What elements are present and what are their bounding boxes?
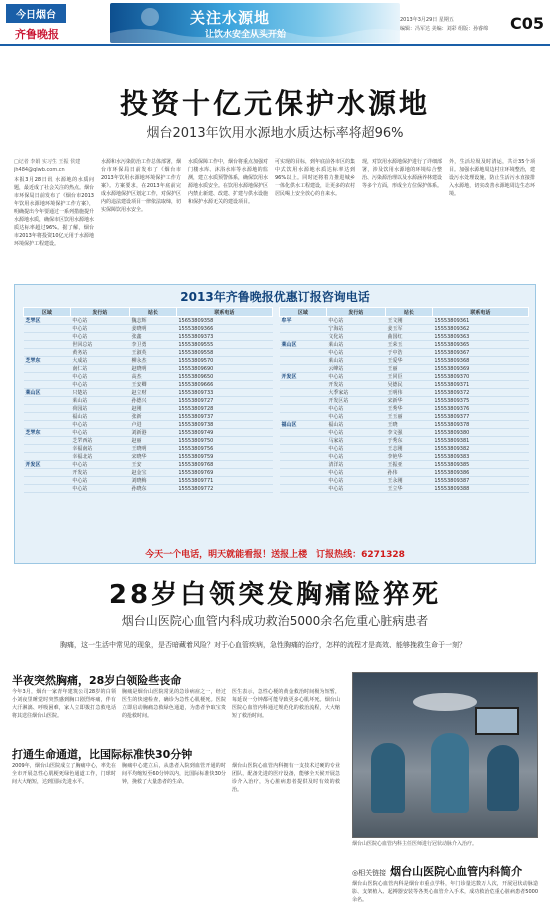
table-row [280, 325, 529, 333]
table-cell: 中心站 [326, 485, 385, 493]
related-tag: ◎相关链接 [352, 869, 387, 877]
table-cell: 赵金宝 [130, 469, 177, 477]
column-header: 发行站 [326, 308, 385, 317]
page-header [0, 0, 550, 46]
column-header: 发行站 [70, 308, 129, 317]
table-cell: 中心站 [70, 461, 129, 469]
doctor-figure [371, 743, 405, 813]
table-cell: 15553809376 [432, 405, 528, 413]
table-cell: 开发站 [326, 381, 385, 389]
table-cell: 中心站 [70, 421, 129, 429]
table-cell: 文化站 [326, 333, 385, 341]
table-row [24, 405, 273, 413]
table-cell: 牟平 [280, 317, 327, 325]
table-row [280, 413, 529, 421]
table-cell: 15553809728 [176, 405, 272, 413]
table-cell: 15653809358 [176, 317, 272, 325]
table-cell: 15553809363 [432, 333, 528, 341]
table-cell [24, 413, 71, 421]
article1-column-4: 可实现的目标，到年底前各市区的集中式饮用水源地水质达标率达到96%以上。同时还将着力推进城乡一体化供水工程建设，让更多的农村居民喝上安全放心的自来水。 [275, 159, 355, 197]
topic-title: 关注水源地 [190, 9, 271, 27]
table-cell: 15553809769 [176, 469, 272, 477]
table-cell: 于中浩 [386, 349, 433, 357]
table-cell: 刘晓梅 [130, 477, 177, 485]
article2-subheadline: 烟台山医院心血管内科成功救治5000余名危重心脏病患者 [121, 614, 429, 628]
table-cell: 福山区 [280, 421, 327, 429]
table-cell: 中心站 [70, 333, 129, 341]
table-cell: 15553809381 [432, 437, 528, 445]
hotline-footer: 今天一个电话，明天就能看报！送报上楼 订报热线：6271328 [145, 550, 405, 560]
table-cell [280, 445, 327, 453]
article1-email: jh484@qlwb.com.cn [14, 167, 65, 173]
table-cell: 15553809727 [176, 397, 272, 405]
article1-column-2: 水源和水污染防治工作总体部署，烟台市环保局日前发布了《烟台市2013年饮用水源地环境保护工作方案》。方案要求，在2013年底前完成水源地保护区划定工作，对保护区内的违法建设项目一律依法取缔，切实保障饮用水安全。 [101, 159, 181, 213]
table-cell [24, 445, 71, 453]
table-cell: 南仁站 [70, 365, 129, 373]
table-row [24, 477, 273, 485]
table-cell: 卢进 [130, 421, 177, 429]
table-cell: 只楚站 [70, 389, 129, 397]
table-cell: 15553809750 [176, 437, 272, 445]
article1-column-1: 本报3月28日讯 水源地的水质问题，最近成了社会关注的热点。烟台市环保局日前发布了《烟台市2013年饮用水源地环境保护工作方案》，明确提出今年要通过一系列措施提升水源地水质，确保市区饮用水源地水质达标率超过96%。据了解，烟台市2013年将投资10亿元用于水源地环境保护工程建设。 [14, 177, 94, 247]
table-cell: 王立华 [386, 485, 433, 493]
table-cell: 中心站 [70, 429, 129, 437]
table-row [280, 397, 529, 405]
surgical-lamp-icon [413, 693, 477, 711]
table-cell: 王同臣 [386, 373, 433, 381]
table-cell: 宋新华 [386, 397, 433, 405]
monitor-icon [475, 707, 519, 735]
subscription-hotline-box [14, 284, 536, 564]
table-row [24, 365, 273, 373]
table-row [280, 365, 529, 373]
table-row [280, 437, 529, 445]
table-row [24, 373, 273, 381]
table-cell [280, 429, 327, 437]
table-cell: 15553809369 [432, 365, 528, 373]
table-row [24, 453, 273, 461]
table-cell: 15553809771 [176, 477, 272, 485]
table-row [24, 397, 273, 405]
table-cell: 中心站 [70, 485, 129, 493]
table-cell: 中心站 [70, 317, 129, 325]
table-cell: 马家站 [326, 437, 385, 445]
table-cell: 15553809387 [432, 477, 528, 485]
table-cell: 于秀东 [386, 437, 433, 445]
surgery-photo [352, 672, 538, 838]
table-row [280, 461, 529, 469]
article1-byline: □记者 李娟 实习生 王振 侯建 [14, 159, 81, 165]
topic-banner [110, 3, 400, 43]
table-cell [280, 453, 327, 461]
table-cell [280, 349, 327, 357]
table-cell: 世回总站 [70, 341, 129, 349]
table-cell [24, 373, 71, 381]
table-row [24, 429, 273, 437]
table-cell [280, 413, 327, 421]
table-cell: 中心站 [326, 413, 385, 421]
table-row [24, 413, 273, 421]
table-row [280, 453, 529, 461]
table-cell: 15553809690 [176, 365, 272, 373]
article2-column-e: 胸痛中心建立后，从患者入院到血管开通的时间平均缩短至60分钟以内，比国际标准快30分钟，挽救了大量患者的生命。 [122, 763, 226, 785]
column-header: 区域 [280, 308, 327, 317]
table-cell: 吴德民 [386, 381, 433, 389]
table-cell: 15553809666 [176, 381, 272, 389]
table-cell: 李文强 [386, 429, 433, 437]
table-cell: 中心站 [70, 373, 129, 381]
table-cell: 开发站 [70, 469, 129, 477]
table-cell [280, 397, 327, 405]
table-cell: 15553809772 [176, 485, 272, 493]
table-cell [280, 461, 327, 469]
table-cell: 姜晓明 [130, 325, 177, 333]
table-row [280, 429, 529, 437]
table-cell: 15553809365 [432, 341, 528, 349]
table-cell [280, 437, 327, 445]
table-cell [280, 389, 327, 397]
table-cell: 刘新港 [130, 429, 177, 437]
table-header-row [280, 308, 529, 317]
table-cell: 赵刚 [130, 405, 177, 413]
table-cell: 王爱华 [386, 357, 433, 365]
table-cell: 王志刚 [386, 445, 433, 453]
table-cell [24, 405, 71, 413]
table-row [24, 341, 273, 349]
table-row [24, 333, 273, 341]
table-row [280, 389, 529, 397]
table-row [280, 381, 529, 389]
photo-caption: 烟台山医院心血管内科主任医师进行冠状动脉介入治疗。 [352, 841, 478, 847]
table-cell [280, 485, 327, 493]
table-cell [280, 357, 327, 365]
table-row [24, 485, 273, 493]
table-cell [24, 437, 71, 445]
table-cell: 15553809370 [432, 373, 528, 381]
table-cell [280, 325, 327, 333]
table-cell: 孙德兴 [130, 397, 177, 405]
table-cell: 高杰 [130, 373, 177, 381]
table-cell [24, 469, 71, 477]
table-cell [280, 365, 327, 373]
table-cell: 15553809558 [176, 349, 272, 357]
table-cell: 15553809733 [176, 389, 272, 397]
table-cell: 王永刚 [386, 477, 433, 485]
table-cell: 清洋站 [326, 461, 385, 469]
table-cell: 李艳华 [386, 453, 433, 461]
table-cell: 15553809388 [432, 485, 528, 493]
column-header: 联系电话 [432, 308, 528, 317]
table-row [280, 373, 529, 381]
table-cell: 张新 [130, 413, 177, 421]
table-cell: 宁海站 [326, 325, 385, 333]
table-cell: 张鑫 [130, 333, 177, 341]
table-cell: 15553809372 [432, 389, 528, 397]
table-cell [24, 485, 71, 493]
table-cell: 中心站 [70, 325, 129, 333]
table-cell: 云峰站 [326, 365, 385, 373]
table-cell: 15553809383 [432, 453, 528, 461]
table-cell: 15553809361 [432, 317, 528, 325]
article2-column-f: 烟台山医院心血管内科拥有一支技术过硬的专业团队，配备先进的医疗设备，能够全天候开展急诊介入治疗，为心脏病患者提供及时有效的救治。 [232, 763, 340, 793]
table-cell: 大成站 [70, 357, 129, 365]
table-cell: 李卫勇 [130, 341, 177, 349]
table-cell: 王荣玉 [386, 341, 433, 349]
doctor-figure [487, 745, 519, 811]
table-cell: 王晓明 [130, 445, 177, 453]
table-cell [24, 325, 71, 333]
table-cell [280, 333, 327, 341]
column-header: 区域 [24, 308, 71, 317]
table-row [24, 349, 273, 357]
table-row [280, 341, 529, 349]
table-cell: 15553809375 [432, 397, 528, 405]
column-header: 站长 [130, 308, 177, 317]
table-row [24, 461, 273, 469]
article2-subhead-2: 打通生命通道，比国际标准快30分钟 [12, 748, 193, 761]
table-cell: 15553809373 [176, 333, 272, 341]
table-cell: 王文刚 [386, 317, 433, 325]
table-cell: 福山站 [326, 421, 385, 429]
table-cell: 15553809382 [432, 445, 528, 453]
table-row [280, 469, 529, 477]
article1-column-3: 水质保障工作中，烟台将重点加强对门楼水库、沐浴水库等水源地的监测，建立水质预警体系，确保饮用水源地水质安全。在饮用水源地保护区内禁止新建、改建、扩建与供水设施和保护水源无关的建设项目。 [188, 159, 268, 205]
hotline-title: 2013年齐鲁晚报优惠订报咨询电话 [180, 290, 370, 304]
table-cell [24, 349, 71, 357]
table-cell: 莱山站 [70, 397, 129, 405]
article2-subhead-1: 半夜突然胸痛，28岁白领险些丧命 [12, 674, 182, 687]
table-cell: 赵立财 [130, 389, 177, 397]
table-cell: 15553809368 [432, 357, 528, 365]
table-cell: 王安卿 [130, 381, 177, 389]
section-label: 今日烟台 [6, 4, 66, 23]
table-row [24, 389, 273, 397]
table-cell: 中心站 [326, 429, 385, 437]
table-row [24, 437, 273, 445]
table-row [280, 317, 529, 325]
table-cell: 曲国红 [386, 333, 433, 341]
table-row [280, 485, 529, 493]
table-row [24, 381, 273, 389]
table-cell: 莱山区 [24, 389, 71, 397]
article1-column-5: 现，对饮用水源地保护进行了详细部署，涉及饮用水源地的环境综合整治、污染源治理以及水源涵养林建设等多个方面，形成全方位保护体系。 [362, 159, 442, 189]
table-cell: 莱山站 [326, 341, 385, 349]
table-cell: 15553809749 [176, 429, 272, 437]
table-cell: 中心站 [70, 477, 129, 485]
table-cell [24, 333, 71, 341]
table-cell: 黄务站 [70, 349, 129, 357]
table-cell: 芝罘东 [24, 357, 71, 365]
table-cell: 宋晓华 [130, 453, 177, 461]
table-cell: 王明伟 [386, 389, 433, 397]
table-cell: 15553809759 [176, 453, 272, 461]
table-cell: 芝罘区 [24, 317, 71, 325]
table-cell: 15553809570 [176, 357, 272, 365]
table-cell [24, 421, 71, 429]
article2-column-d: 2009年，烟台山医院成立了胸痛中心，率先在全市开展急性心肌梗死绿色通道工作，门球时间大大缩短，达到国际先进水平。 [12, 763, 116, 785]
table-cell [280, 469, 327, 477]
table-cell: 开发区站 [326, 397, 385, 405]
table-row [280, 477, 529, 485]
table-cell: 15553809378 [432, 421, 528, 429]
table-cell: 中心站 [326, 405, 385, 413]
table-cell: 15553809366 [176, 325, 272, 333]
table-cell: 幸福南站 [70, 445, 129, 453]
table-cell: 孙伟 [386, 469, 433, 477]
hotline-table-left [23, 307, 273, 493]
table-cell: 15553809386 [432, 469, 528, 477]
table-cell: 王振亚 [386, 461, 433, 469]
article2-column-b: 胸痛是烟台山医院常见的急诊病症之一，经过医生的快速检查，确诊为急性心肌梗死。医院立即启动胸痛急救绿色通道，为患者争取宝贵的抢救时间。 [122, 689, 226, 719]
hotline-table-right [279, 307, 529, 493]
issue-date: 2013年3月29日 星期五 [400, 17, 454, 23]
article2-column-a: 今年3月，烟台一家青年建筑公司28岁的白领小刘夜里睡觉时突然感到胸口剧烈疼痛，伴有大汗淋漓、呼吸困难，家人立即拨打急救电话将其送往烟台山医院。 [12, 689, 116, 719]
table-cell [24, 341, 71, 349]
table-cell: 大季家站 [326, 389, 385, 397]
table-cell: 赵丽 [130, 437, 177, 445]
table-cell: 中心站 [326, 349, 385, 357]
table-cell: 赵晓明 [130, 365, 177, 373]
table-cell: 姜玉军 [386, 325, 433, 333]
brand-name: 齐鲁晚报 [15, 28, 59, 41]
table-row [280, 357, 529, 365]
table-cell: 莱山区 [280, 341, 327, 349]
table-cell: 中心站 [326, 317, 385, 325]
table-row [24, 317, 273, 325]
table-row [280, 405, 529, 413]
table-cell: 魏志辉 [130, 317, 177, 325]
column-header: 站长 [386, 308, 433, 317]
related-link-header [352, 860, 538, 876]
table-cell: 15553809380 [432, 429, 528, 437]
table-row [24, 421, 273, 429]
table-cell: 芝罘东 [24, 429, 71, 437]
table-cell: 孙晓东 [130, 485, 177, 493]
table-cell: 王安 [130, 461, 177, 469]
table-cell: 15553809737 [176, 413, 272, 421]
article2-headline: 28岁白领突发胸痛险猝死 [108, 580, 442, 610]
table-cell: 15553809377 [432, 413, 528, 421]
editors-line: 编辑：冯军达 美编：刘彩 组版：孙睿绵 [400, 26, 489, 32]
table-cell: 中心站 [326, 453, 385, 461]
table-cell: 15553809385 [432, 461, 528, 469]
table-cell: 15553809768 [176, 461, 272, 469]
related-title: 烟台山医院心血管内科简介 [390, 865, 523, 878]
related-text: 烟台山医院心血管内科是烟台市重点学科，年门诊量达数万人次，开展冠状动脉造影、支架植入、起搏器安装等各类心血管介入手术，成功救治危重心脏病患者5000余名。 [352, 881, 538, 903]
table-row [24, 325, 273, 333]
table-cell: 15553809756 [176, 445, 272, 453]
table-cell [280, 381, 327, 389]
table-cell: 15553809362 [432, 325, 528, 333]
table-cell [280, 405, 327, 413]
doctor-figure [431, 733, 469, 813]
table-row [280, 333, 529, 341]
article2-column-c: 医生表示，急性心梗的黄金救治时间极为短暂，每延误一分钟都可能导致更多心肌坏死。烟台山医院心血管内科通过规范化的救治流程，大大缩短了救治时间。 [232, 689, 340, 719]
table-row [24, 357, 273, 365]
table-cell: 中心站 [326, 469, 385, 477]
table-row [280, 349, 529, 357]
table-cell: 15553809367 [432, 349, 528, 357]
table-cell [24, 397, 71, 405]
issue-meta [400, 16, 510, 34]
table-cell: 王淑英 [130, 349, 177, 357]
table-cell: 王玉丽 [386, 413, 433, 421]
article1-subheadline: 烟台2013年饮用水源地水质达标率将超96% [146, 126, 404, 141]
table-cell: 15553809650 [176, 373, 272, 381]
article1-headline: 投资十亿元保护水源地 [119, 87, 430, 120]
table-cell [280, 477, 327, 485]
topic-subtitle: 让饮水安全从头开始 [205, 30, 287, 40]
table-header-row [24, 308, 273, 317]
table-cell: 开发区 [280, 373, 327, 381]
table-cell: 王秀华 [386, 405, 433, 413]
table-cell: 中心站 [326, 477, 385, 485]
table-cell: 莱山站 [326, 357, 385, 365]
table-cell: 芝罘西站 [70, 437, 129, 445]
table-cell: 荷园站 [70, 405, 129, 413]
table-row [280, 445, 529, 453]
table-cell [24, 453, 71, 461]
table-cell: 15553809371 [432, 381, 528, 389]
table-cell: 福山站 [70, 413, 129, 421]
table-row [24, 445, 273, 453]
table-cell [24, 477, 71, 485]
table-cell: 15553809738 [176, 421, 272, 429]
newspaper-brand [6, 4, 68, 42]
table-cell [24, 365, 71, 373]
table-cell: 中心站 [326, 445, 385, 453]
table-cell: 开发区 [24, 461, 71, 469]
table-cell: 中心站 [70, 381, 129, 389]
table-row [280, 421, 529, 429]
table-row [24, 469, 273, 477]
article2-lead: 胸痛，这一生活中常见的现象，是否暗藏着风险？对于心血管疾病，急性胸痛的治疗，怎样的流程才是高效、能够挽救生命于一刻？ [60, 641, 466, 649]
table-cell: 中心站 [326, 373, 385, 381]
page-number: C05 [509, 14, 544, 33]
column-header: 联系电话 [176, 308, 272, 317]
table-cell [24, 381, 71, 389]
table-cell: 王丽 [386, 365, 433, 373]
table-cell: 王晓 [386, 421, 433, 429]
table-cell: 15553809555 [176, 341, 272, 349]
article1-column-6: 外，生活垃圾及时清运，共计35个项目。加强水源地周边村庄环境整治，建设污水处理设施，防止生活污水直接排入水源地，切实改善水源地周边生态环境。 [449, 159, 535, 197]
table-cell: 柳永杰 [130, 357, 177, 365]
table-cell: 幸福北站 [70, 453, 129, 461]
